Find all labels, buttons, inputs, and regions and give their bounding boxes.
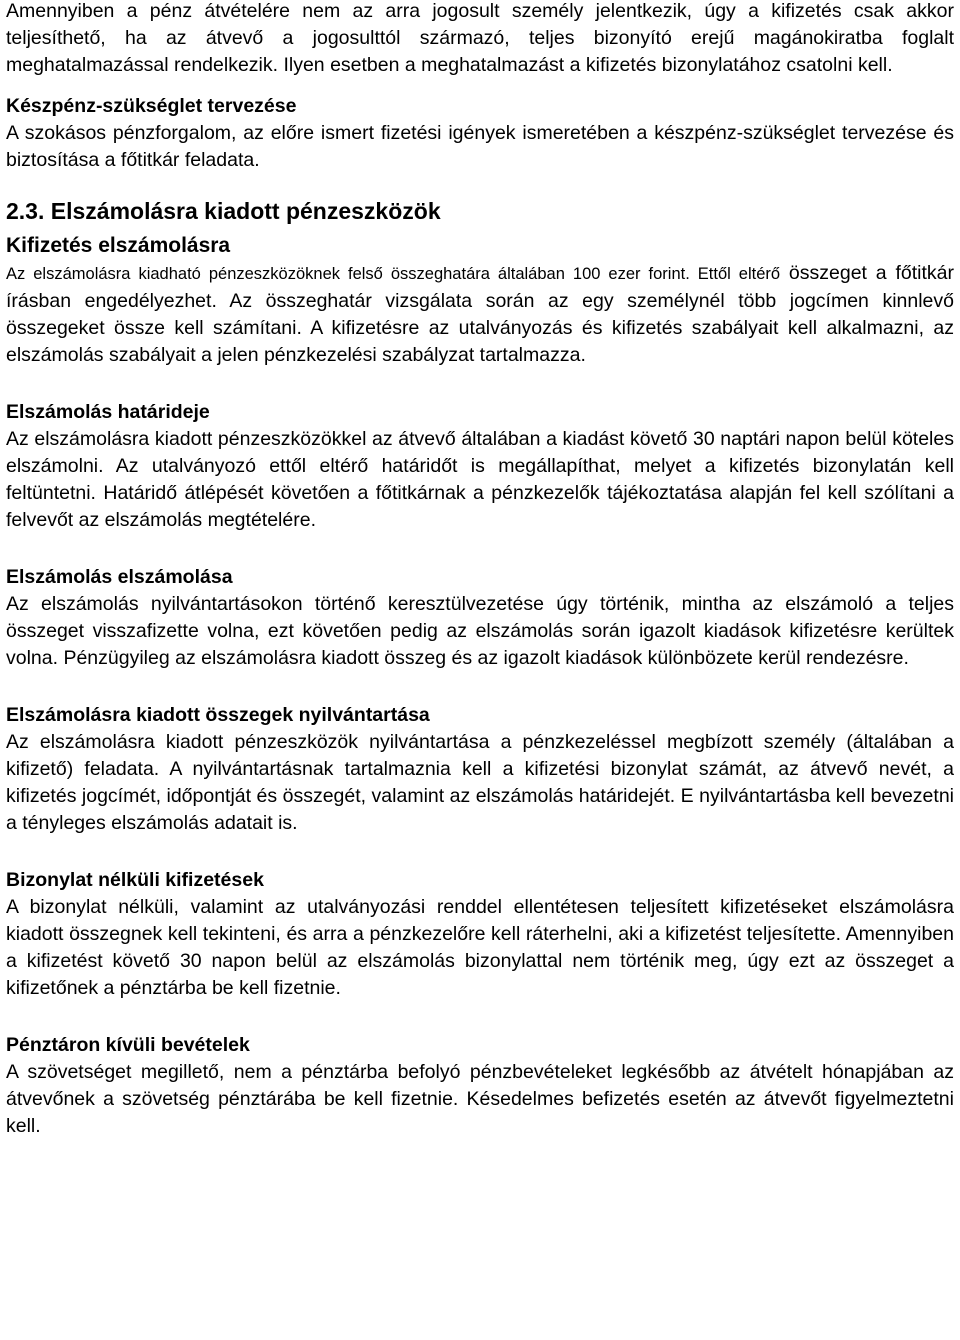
- elszamolas-heading: Elszámolás elszámolása: [6, 566, 233, 588]
- nyilvantartas-heading: Elszámolásra kiadott összegek nyilvántartása: [6, 704, 430, 726]
- section-body-text: összeget a főtitkár írásban engedélyezhet. Az összeghatár vizsgálata során az egy személynél több jogcímen kinnlevő összegeket össze kell számítani. A kifizetésre az utalványozás és kifizetés szabályait kell alkalmazni, az elszámolás szabályait a jelen pénzkezelési szabályzat tartalmazza.: [6, 262, 954, 366]
- bizonylat-heading: Bizonylat nélküli kifizetések: [6, 869, 264, 891]
- bizonylat-paragraph: A bizonylat nélküli, valamint az utalványozási renddel ellentétesen teljesített kifizetéseket elszámolásra kiadott összegnek kell tekinteni, és arra a pénzkezelőre kell ráterhelni, aki a kifizetést teljesítette. Amennyiben a kifizetést követő 30 napon belül az elszámolás bizonylattal nem történik meg, úgy ezt az összeget a kifizetőnek a pénztárba be kell fizetnie.: [6, 896, 954, 999]
- elszamolas-paragraph: Az elszámolás nyilvántartásokon történő keresztülvezetése úgy történik, mintha az elszámoló a teljes összeget visszafizette volna, ezt követően pedig az elszámolás során igazolt kiadások kifizetésre kerültek volna. Pénzügyileg az elszámolásra kiadott összeg és az igazolt kiadások különbözete kerül rendezésre.: [6, 593, 954, 669]
- keszpenz-paragraph: A szokásos pénzforgalom, az előre ismert fizetési igények ismeretében a készpénz-szükséglet tervezése és biztosítása a főtitkár feladata.: [6, 122, 954, 171]
- section-paragraph: [6, 260, 954, 369]
- penztaron-paragraph: A szövetséget megillető, nem a pénztárba befolyó pénzbevételeket legkésőbb az átvételt hónapjában az átvevőnek a szövetség pénztárába be kell fizetnie. Késedelmes befizetés esetén az átvevőt figyelmeztetni kell.: [6, 1061, 954, 1137]
- nyilvantartas-paragraph: Az elszámolásra kiadott pénzeszközök nyilvántartása a pénzkezeléssel megbízott személy (általában a kifizető) feladata. A nyilvántartásnak tartalmaznia kell a kifizetési bizonylat számát, az átvevő nevét, a kifizetés jogcímét, időpontját és összegét, valamint az elszámolás határidejét. E nyilvántartásba kell bevezetni a tényleges elszámolás adatait is.: [6, 731, 954, 834]
- section-title: 2.3. Elszámolásra kiadott pénzeszközök: [6, 198, 441, 224]
- intro-paragraph: Amennyiben a pénz átvételére nem az arra jogosult személy jelentkezik, úgy a kifizetés csak akkor teljesíthető, ha az átvevő a jogosulttól származó, teljes bizonyító erejű magánokiratba foglalt meghatalmazással rendelkezik. Ilyen esetben a meghatalmazást a kifizetés bizonylatához csatolni kell.: [6, 0, 954, 76]
- section-subtitle: Kifizetés elszámolásra: [6, 234, 231, 257]
- hatarido-heading: Elszámolás határideje: [6, 401, 210, 423]
- keszpenz-heading: Készpénz-szükséglet tervezése: [6, 95, 297, 117]
- penztaron-heading: Pénztáron kívüli bevételek: [6, 1034, 250, 1056]
- hatarido-paragraph: Az elszámolásra kiadott pénzeszközökkel az átvevő általában a kiadást követő 30 naptári napon belül köteles elszámolni. Az utalványozó ettől eltérő határidőt is megállapíthat, melyet a kifizetés bizonylatán kell feltüntetni. Határidő átlépését követően a főtitkárnak a pénzkezelők tájékoztatása alapján fel kell szólítani a felvevőt az elszámolás megtételére.: [6, 428, 954, 531]
- section-lead-text: Az elszámolásra kiadható pénzeszközöknek felső összeghatára általában 100 ezer forint. Ettől eltérő: [6, 265, 781, 283]
